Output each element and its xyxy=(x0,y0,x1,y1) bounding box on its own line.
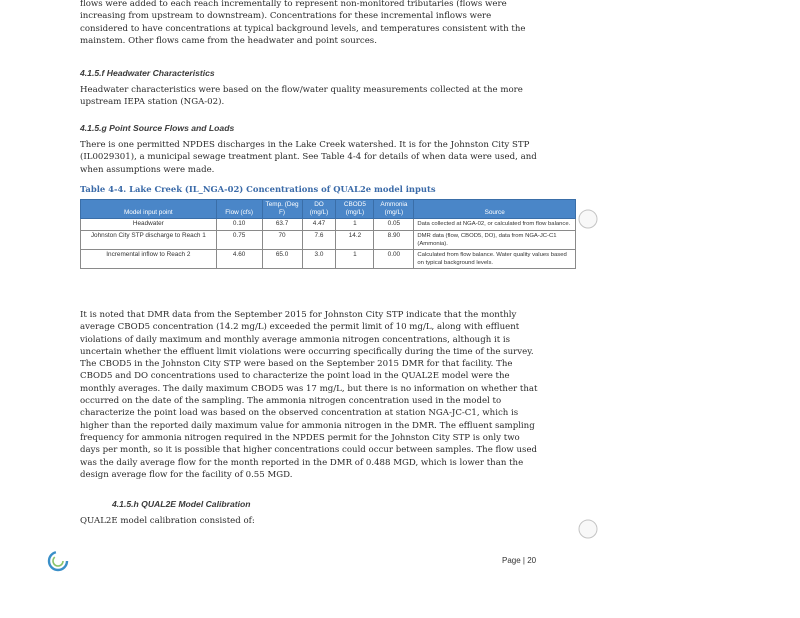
table-row xyxy=(81,249,576,268)
cell-ammonia: 8.90 xyxy=(374,230,414,249)
cell-flow: 0.75 xyxy=(216,230,262,249)
header-model-input-point: Model input point xyxy=(81,200,217,219)
intro-paragraph: flows were added to each reach incrementally to represent non-monitored tributaries (flows were increasing from upstream to downstream). Concentrations for these incremental inflows were considered to have concentrations at typical background levels, and temperatures consistent with the mainstem. Other flows came from the headwater and point sources. xyxy=(80,0,526,46)
section-heading-point-source: 4.1.5.g Point Source Flows and Loads xyxy=(80,123,235,133)
cell-do: 4.47 xyxy=(302,219,336,231)
cell-temp: 63.7 xyxy=(262,219,302,231)
cell-flow: 0.10 xyxy=(216,219,262,231)
cell-source: Data collected at NGA-02, or calculated from flow balance. xyxy=(414,219,576,231)
cell-source: Calculated from flow balance. Water quality values based on typical background levels. xyxy=(414,249,576,268)
headwater-paragraph: Headwater characteristics were based on the flow/water quality measurements collected at the more upstream IEPA station (NGA-02). xyxy=(80,85,523,108)
hole-punch-icon xyxy=(578,209,598,229)
cell-do: 7.6 xyxy=(302,230,336,249)
cell-source: DMR data (flow, CBOD5, DO), data from NGA-JC-C1 (Ammonia). xyxy=(414,230,576,249)
header-flow: Flow (cfs) xyxy=(216,200,262,219)
circular-swirl-logo-icon xyxy=(46,549,70,573)
header-do: DO (mg/L) xyxy=(302,200,336,219)
calibration-paragraph: QUAL2E model calibration consisted of: xyxy=(80,516,255,526)
dmr-paragraph: It is noted that DMR data from the September 2015 for Johnston City STP indicate that the monthly average CBOD5 concentration (14.2 mg/L) exceeded the permit limit of 10 mg/L, along with effluent violations of daily maximum and monthly average ammonia nitrogen concentrations, although it is uncertain whether the effluent limit violations were occurring specifically during the time of the survey. The CBOD5 in the Johnston City STP were based on the September 2015 DMR for that facility. The CBOD5 and DO concentrations used to characterize the point load in the QUAL2E model were the monthly averages. The daily maximum CBOD5 was 17 mg/L, but there is no information on whether that occurred on the date of the sampling. The ammonia nitrogen concentration used in the model to characterize the point load was based on the observed concentration at station NGA-JC-C1, which is higher than the reported daily maximum value for ammonia nitrogen in the DMR. The effluent sampling frequency for ammonia nitrogen required in the NPDES permit for the Johnston City STP is only two days per month, so it is possible that higher concentrations could occur between samples. The flow used was the daily average flow for the month reported in the DMR of 0.488 MGD, which is lower than the design average flow for the facility of 0.55 MGD. xyxy=(80,310,538,480)
cell-flow: 4.60 xyxy=(216,249,262,268)
cell-cbod: 14.2 xyxy=(336,230,374,249)
cell-point: Incremental inflow to Reach 2 xyxy=(81,249,217,268)
header-ammonia: Ammonia (mg/L) xyxy=(374,200,414,219)
section-heading-headwater: 4.1.5.f Headwater Characteristics xyxy=(80,68,215,78)
table-row xyxy=(81,230,576,249)
section-heading-calibration: 4.1.5.h QUAL2E Model Calibration xyxy=(112,499,251,509)
point-source-paragraph: There is one permitted NPDES discharges in the Lake Creek watershed. It is for the Johnston City STP (IL0029301), a municipal sewage treatment plant. See Table 4-4 for details of when data were used, and when assumptions were made. xyxy=(80,140,537,175)
cell-point: Headwater xyxy=(81,219,217,231)
table-caption: Table 4-4. Lake Creek (IL_NGA-02) Concentrations of QUAL2e model inputs xyxy=(80,184,436,194)
cell-temp: 70 xyxy=(262,230,302,249)
header-cbod: CBOD5 (mg/L) xyxy=(336,200,374,219)
cell-temp: 65.0 xyxy=(262,249,302,268)
qual2e-inputs-table xyxy=(80,199,576,269)
cell-point: Johnston City STP discharge to Reach 1 xyxy=(81,230,217,249)
hole-punch-icon xyxy=(578,519,598,539)
header-source: Source xyxy=(414,200,576,219)
page-number: Page | 20 xyxy=(502,556,537,565)
header-temp: Temp. (Deg F) xyxy=(262,200,302,219)
cell-do: 3.0 xyxy=(302,249,336,268)
table-row xyxy=(81,219,576,231)
cell-ammonia: 0.00 xyxy=(374,249,414,268)
cell-cbod: 1 xyxy=(336,249,374,268)
cell-cbod: 1 xyxy=(336,219,374,231)
table-header-row xyxy=(81,200,576,219)
cell-ammonia: 0.05 xyxy=(374,219,414,231)
